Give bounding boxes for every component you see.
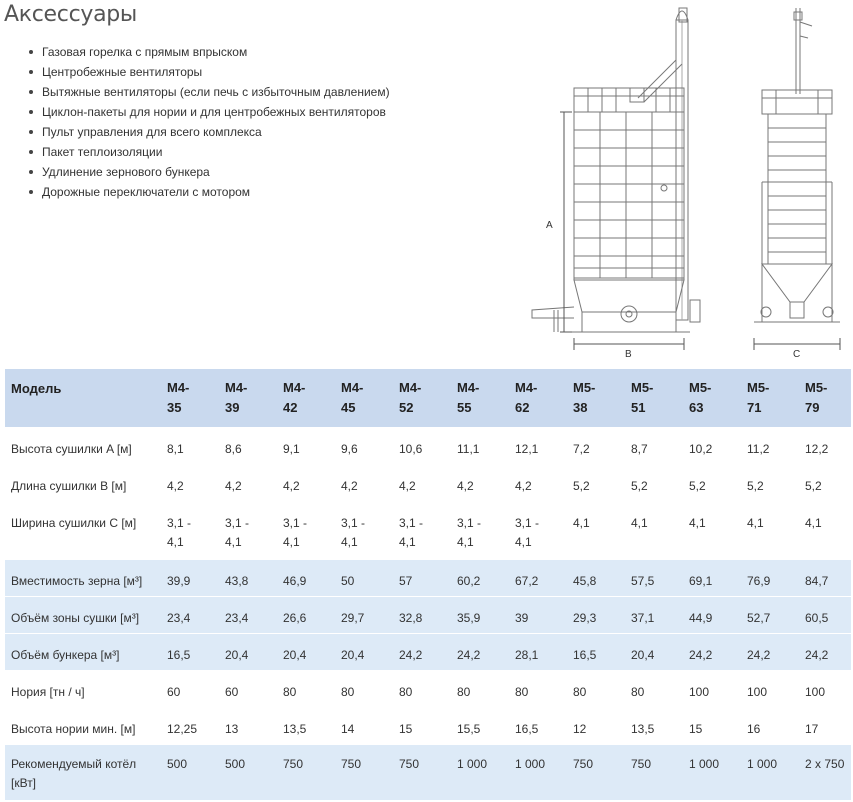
table-cell: 76,9	[741, 559, 799, 596]
column-header	[161, 369, 219, 427]
table-cell: 60,5	[799, 596, 851, 633]
row-label: Рекомендуемый котёл [кВт]	[5, 744, 161, 800]
table-cell: 39	[509, 596, 567, 633]
dimension-label-c: C	[793, 349, 801, 358]
table-row	[5, 427, 851, 464]
list-item	[26, 85, 390, 105]
list-item	[26, 125, 390, 145]
table-cell: 3,1 - 4,1	[451, 501, 509, 559]
table-cell: 16	[741, 707, 799, 744]
dryer-side-view	[754, 8, 840, 350]
table-cell: 23,4	[161, 596, 219, 633]
list-item-text: Пакет теплоизоляции	[42, 145, 163, 159]
table-cell: 750	[335, 744, 393, 800]
table-cell: 10,6	[393, 427, 451, 464]
table-cell: 4,1	[625, 501, 683, 559]
table-cell: 100	[683, 670, 741, 707]
column-header	[509, 369, 567, 427]
table-cell: 35,9	[451, 596, 509, 633]
model-number: 42	[283, 400, 298, 415]
model-series: M4-	[457, 380, 480, 395]
table-row	[5, 670, 851, 707]
list-item	[26, 105, 390, 125]
table-cell: 5,2	[799, 464, 851, 501]
table-header-row	[5, 369, 851, 427]
model-number: 38	[573, 400, 588, 415]
model-number: 51	[631, 400, 646, 415]
row-label: Нория [тн / ч]	[5, 670, 161, 707]
column-header	[219, 369, 277, 427]
list-item-text: Центробежные вентиляторы	[42, 65, 203, 79]
table-cell: 5,2	[683, 464, 741, 501]
table-cell: 69,1	[683, 559, 741, 596]
table-cell: 28,1	[509, 633, 567, 670]
column-header	[683, 369, 741, 427]
table-cell: 80	[393, 670, 451, 707]
list-item	[26, 165, 390, 185]
model-number: 71	[747, 400, 762, 415]
table-cell: 67,2	[509, 559, 567, 596]
table-cell: 15	[393, 707, 451, 744]
table-cell: 750	[393, 744, 451, 800]
table-cell: 4,2	[509, 464, 567, 501]
table-cell: 16,5	[567, 633, 625, 670]
table-cell: 26,6	[277, 596, 335, 633]
table-row	[5, 559, 851, 596]
table-cell: 24,2	[799, 633, 851, 670]
table-cell: 80	[451, 670, 509, 707]
model-number: 35	[167, 400, 182, 415]
table-row	[5, 596, 851, 633]
dryer-drawing	[526, 2, 848, 358]
table-cell: 13	[219, 707, 277, 744]
table-cell: 1 000	[683, 744, 741, 800]
table-cell: 9,1	[277, 427, 335, 464]
table-cell: 20,4	[277, 633, 335, 670]
table-cell: 4,2	[451, 464, 509, 501]
row-label: Высота нории мин. [м]	[5, 707, 161, 744]
table-cell: 4,2	[393, 464, 451, 501]
dimension-label-a: A	[546, 220, 553, 231]
list-item	[26, 145, 390, 165]
table-cell: 37,1	[625, 596, 683, 633]
table-cell: 7,2	[567, 427, 625, 464]
row-label: Высота сушилки A [м]	[5, 427, 161, 464]
row-label: Объём бункера [м³]	[5, 633, 161, 670]
table-cell: 44,9	[683, 596, 741, 633]
table-cell: 2 x 750	[799, 744, 851, 800]
table-body	[5, 427, 851, 800]
model-series: M5-	[689, 380, 712, 395]
list-item-text: Вытяжные вентиляторы (если печь с избыточным давлением)	[42, 85, 390, 99]
model-series: M4-	[341, 380, 364, 395]
table-cell: 1 000	[509, 744, 567, 800]
model-number: 45	[341, 400, 356, 415]
table-row	[5, 464, 851, 501]
list-item-text: Пульт управления для всего комплекса	[42, 125, 262, 139]
table-cell: 60,2	[451, 559, 509, 596]
table-cell: 39,9	[161, 559, 219, 596]
model-series: M5-	[805, 380, 828, 395]
table-cell: 4,2	[219, 464, 277, 501]
column-header	[277, 369, 335, 427]
specifications-table	[5, 369, 851, 801]
table-cell: 100	[799, 670, 851, 707]
table-cell: 4,1	[741, 501, 799, 559]
table-cell: 84,7	[799, 559, 851, 596]
table-cell: 57,5	[625, 559, 683, 596]
table-cell: 12,1	[509, 427, 567, 464]
table-cell: 15	[683, 707, 741, 744]
model-series: M4-	[515, 380, 538, 395]
table-cell: 13,5	[277, 707, 335, 744]
table-cell: 24,2	[451, 633, 509, 670]
table-cell: 100	[741, 670, 799, 707]
bullet-icon	[29, 150, 33, 154]
model-series: M4-	[225, 380, 248, 395]
list-item	[26, 65, 390, 85]
table-cell: 45,8	[567, 559, 625, 596]
table-cell: 15,5	[451, 707, 509, 744]
table-cell: 12,25	[161, 707, 219, 744]
list-item-text: Дорожные переключатели с мотором	[42, 185, 251, 199]
table-cell: 500	[161, 744, 219, 800]
bullet-icon	[29, 190, 33, 194]
table-cell: 750	[277, 744, 335, 800]
table-cell: 52,7	[741, 596, 799, 633]
table-cell: 3,1 - 4,1	[161, 501, 219, 559]
model-number: 79	[805, 400, 820, 415]
table-cell: 5,2	[741, 464, 799, 501]
column-header-model: Модель	[5, 369, 161, 427]
column-header	[799, 369, 851, 427]
bullet-icon	[29, 130, 33, 134]
model-number: 63	[689, 400, 704, 415]
bullet-icon	[29, 90, 33, 94]
table-cell: 17	[799, 707, 851, 744]
table-row	[5, 744, 851, 800]
table-cell: 20,4	[335, 633, 393, 670]
column-header	[335, 369, 393, 427]
table-cell: 8,6	[219, 427, 277, 464]
bullet-icon	[29, 170, 33, 174]
dryer-front-view	[532, 8, 700, 350]
table-cell: 4,2	[161, 464, 219, 501]
table-cell: 80	[625, 670, 683, 707]
table-row	[5, 501, 851, 559]
table-cell: 3,1 - 4,1	[509, 501, 567, 559]
table-cell: 80	[277, 670, 335, 707]
model-number: 39	[225, 400, 240, 415]
list-item	[26, 45, 390, 65]
table-cell: 11,2	[741, 427, 799, 464]
table-cell: 1 000	[741, 744, 799, 800]
table-cell: 4,1	[799, 501, 851, 559]
table-cell: 5,2	[567, 464, 625, 501]
table-cell: 12	[567, 707, 625, 744]
table-cell: 750	[625, 744, 683, 800]
table-cell: 50	[335, 559, 393, 596]
list-item-text: Газовая горелка с прямым впрыском	[42, 45, 248, 59]
table-cell: 24,2	[741, 633, 799, 670]
table-cell: 80	[567, 670, 625, 707]
table-cell: 4,2	[277, 464, 335, 501]
model-series: M5-	[573, 380, 596, 395]
table-cell: 11,1	[451, 427, 509, 464]
column-header	[451, 369, 509, 427]
table-cell: 80	[509, 670, 567, 707]
table-row	[5, 707, 851, 744]
table-cell: 80	[335, 670, 393, 707]
bullet-icon	[29, 110, 33, 114]
row-label: Ширина сушилки C [м]	[5, 501, 161, 559]
list-item-text: Циклон-пакеты для нории и для центробежных вентиляторов	[42, 105, 386, 119]
table-cell: 14	[335, 707, 393, 744]
accessories-list	[26, 45, 390, 205]
table-cell: 24,2	[393, 633, 451, 670]
model-series: M4-	[167, 380, 190, 395]
table-cell: 750	[567, 744, 625, 800]
table-cell: 5,2	[625, 464, 683, 501]
row-label: Длина сушилки B [м]	[5, 464, 161, 501]
row-label: Вместимость зерна [м³]	[5, 559, 161, 596]
table-cell: 9,6	[335, 427, 393, 464]
bullet-icon	[29, 70, 33, 74]
table-cell: 12,2	[799, 427, 851, 464]
table-row	[5, 633, 851, 670]
table-cell: 16,5	[161, 633, 219, 670]
table-cell: 23,4	[219, 596, 277, 633]
table-cell: 24,2	[683, 633, 741, 670]
table-cell: 57	[393, 559, 451, 596]
column-header	[567, 369, 625, 427]
page-title: Аксессуары	[4, 2, 137, 27]
model-series: M4-	[283, 380, 306, 395]
column-header	[741, 369, 799, 427]
model-series: M5-	[747, 380, 770, 395]
table-cell: 3,1 - 4,1	[277, 501, 335, 559]
model-number: 62	[515, 400, 530, 415]
table-cell: 4,1	[567, 501, 625, 559]
row-label: Объём зоны сушки [м³]	[5, 596, 161, 633]
table-cell: 20,4	[625, 633, 683, 670]
model-number: 55	[457, 400, 472, 415]
table-cell: 3,1 - 4,1	[393, 501, 451, 559]
dimension-label-b: B	[625, 349, 632, 358]
bullet-icon	[29, 50, 33, 54]
list-item-text: Удлинение зернового бункера	[42, 165, 210, 179]
table-cell: 10,2	[683, 427, 741, 464]
table-cell: 29,3	[567, 596, 625, 633]
column-header	[625, 369, 683, 427]
table-cell: 8,1	[161, 427, 219, 464]
table-cell: 16,5	[509, 707, 567, 744]
table-cell: 3,1 - 4,1	[335, 501, 393, 559]
model-series: M5-	[631, 380, 654, 395]
column-header	[393, 369, 451, 427]
table-cell: 4,1	[683, 501, 741, 559]
table-cell: 13,5	[625, 707, 683, 744]
table-cell: 32,8	[393, 596, 451, 633]
table-cell: 46,9	[277, 559, 335, 596]
table-cell: 43,8	[219, 559, 277, 596]
table-cell: 8,7	[625, 427, 683, 464]
table-cell: 60	[161, 670, 219, 707]
table-cell: 500	[219, 744, 277, 800]
table-cell: 20,4	[219, 633, 277, 670]
table-cell: 3,1 - 4,1	[219, 501, 277, 559]
model-series: M4-	[399, 380, 422, 395]
table-cell: 4,2	[335, 464, 393, 501]
table-cell: 29,7	[335, 596, 393, 633]
table-cell: 60	[219, 670, 277, 707]
list-item	[26, 185, 390, 205]
table-cell: 1 000	[451, 744, 509, 800]
model-number: 52	[399, 400, 414, 415]
